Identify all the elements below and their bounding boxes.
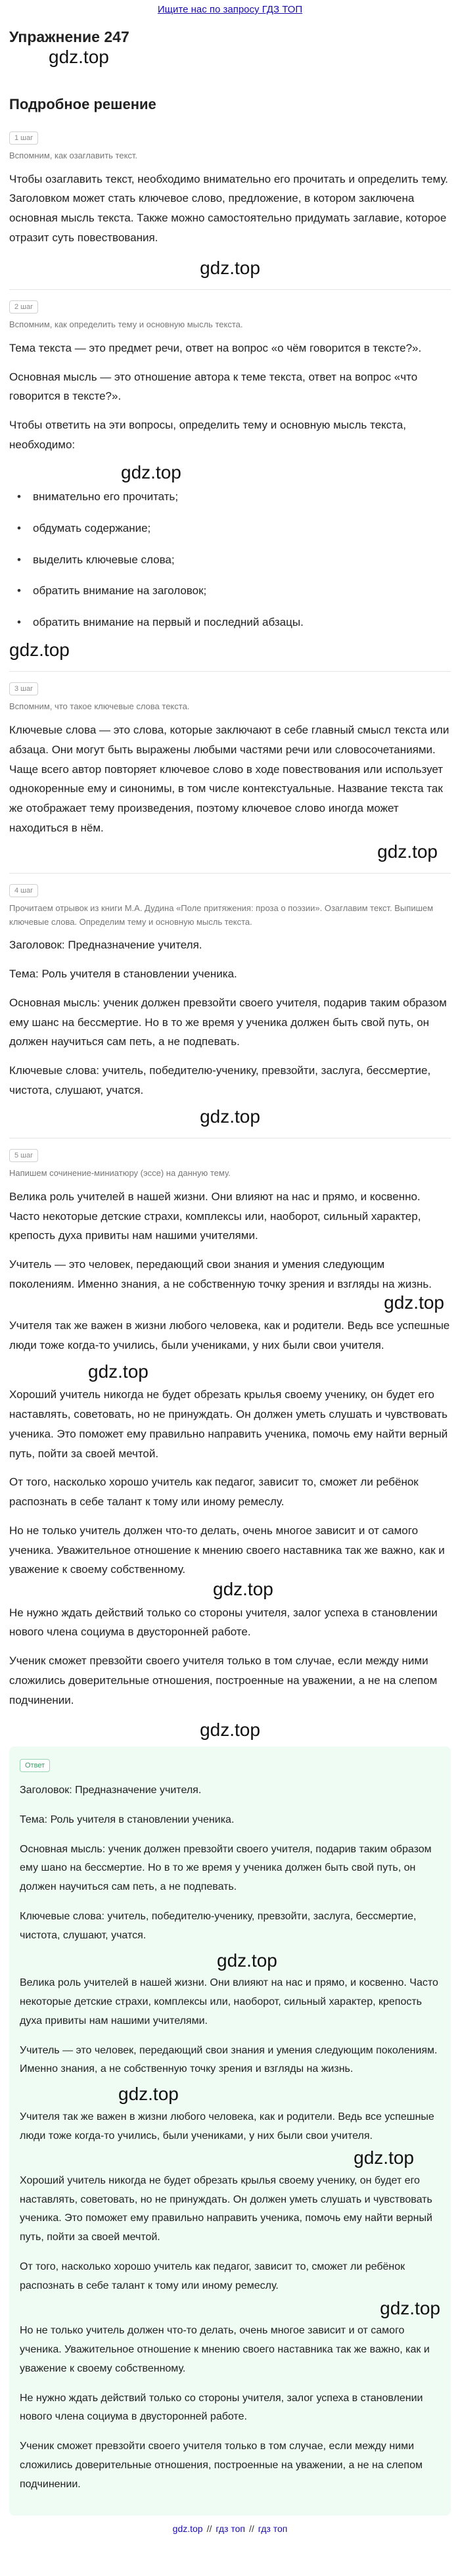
answer-paragraph: Учителя так же важен в жизни любого человека, как и родители. Ведь все успешные люди тоже когда-то учились, были учениками, у них были свои учителя.	[20, 2111, 434, 2142]
step-paragraph: Учитель — это человек, передающий свои знания и умения следующим поколениям. Именно знания, а не собственную точку зрения и взгляды на жизнь.	[9, 1258, 432, 1290]
watermark: gdz.top	[9, 639, 70, 660]
list-item: • внимательно его прочитать;	[13, 487, 451, 507]
step-caption: Прочитаем отрывок из книги М.А. Дудина «Поле притяжения: проза о поэзии». Озаглавим текст. Выпишем ключевые слова. Определим тему и основную мысль текста.	[9, 902, 434, 927]
list-item: • выделить ключевые слова;	[13, 550, 451, 570]
step-caption: Вспомним, как определить тему и основную мысль текста.	[9, 319, 243, 329]
step-paragraph: От того, насколько хорошо учитель как педагог, зависит то, сможет ли ребёнок распознать в себе талант к тому или иному ремеслу.	[9, 1476, 419, 1509]
list-item: • обдумать содержание;	[13, 519, 451, 538]
watermark: gdz.top	[213, 1579, 273, 1600]
exercise-title: Упражнение 247	[9, 28, 129, 45]
solution-title: Подробное решение	[9, 96, 156, 113]
step-paragraph: Ключевые слова — это слова, которые заключают в себе главный смысл текста или абзаца. Они могут быть выражены любыми частями речи или словосочетаниями. Чаще всего автор повторяет ключевое слово в ходе повествования или использует однокоренные ему и синонимы, в том числе контекстуальные. Название текста так же отображает тему произведения, поэтому ключевое слово иногда может находиться в нём.	[9, 724, 449, 834]
step-caption: Вспомним, что такое ключевые слова текста.	[9, 701, 190, 712]
step-paragraph: Не нужно ждать действий только со стороны учителя, залог успеха в становлении нового члена социума в двусторонней работе.	[9, 1606, 438, 1639]
step-2	[9, 295, 451, 661]
step-paragraph: Ученик сможет превзойти своего учителя только в том случае, если между ними сложились доверительные отношения, построенные на уважении, а не на слепом подчинении.	[9, 1654, 438, 1706]
step-badge: 1 шаг	[9, 131, 38, 145]
step-paragraph: Хороший учитель никогда не будет обрезать крылья своему ученику, он будет его наставлять, советовать, но не принуждать. Он должен уметь слушать и чувствовать ученика. Это поможет ему правильно направить ученика, помочь ему найти верный путь, пойти за своей мечтой.	[9, 1388, 448, 1460]
watermark: gdz.top	[118, 2084, 179, 2105]
watermark: gdz.top	[200, 1720, 260, 1741]
step-1	[9, 126, 451, 248]
step-4	[9, 879, 451, 1127]
footer-links: gdz.top // гдз топ // гдз топ	[172, 2523, 288, 2534]
answer-paragraph: Учитель — это человек, передающий свои знания и умения следующим поколениям. Именно знания, а не собственную точку зрения и взгляды на жизнь.	[20, 2044, 438, 2075]
watermark: gdz.top	[200, 257, 260, 278]
answer-paragraph: От того, насколько хорошо учитель как педагог, зависит то, сможет ли ребёнок распознать в себе талант к тому или иному ремеслу.	[20, 2261, 405, 2291]
step-caption: Напишем сочинение-миниатюру (эссе) на данную тему.	[9, 1168, 231, 1179]
answer-paragraph: Ключевые слова: учитель, победителю-ученику, превзойти, заслуга, бессмертие, чистота, слушают, учатся.	[20, 1910, 417, 1941]
step-paragraph: Основная мысль — это отношение автора к теме текста, ответ на вопрос «что говорится в тексте?».	[9, 370, 418, 403]
step-paragraph: Чтобы ответить на эти вопросы, определить тему и основную мысль текста, необходимо:	[9, 419, 406, 451]
footer-link[interactable]: гдз топ	[258, 2523, 288, 2534]
answer-paragraph: Тема: Роль учителя в становлении ученика.	[20, 1814, 235, 1825]
step-badge: 5 шаг	[9, 1149, 38, 1162]
answer-paragraph: Заголовок: Предназначение учителя.	[20, 1784, 202, 1796]
step-paragraph: Учителя так же важен в жизни любого человека, как и родители. Ведь все успешные люди тоже когда-то учились, были учениками, у них были свои учителя.	[9, 1319, 450, 1351]
answer-paragraph: Основная мысль: ученик должен превзойти своего учителя, подарив таким образом ему шано на бессмертие. Но в то же время у ученика должен быть свой путь, он должен научиться сам петь, а не подпевать.	[20, 1843, 432, 1893]
list-item: • обратить внимание на заголовок;	[13, 581, 451, 601]
answer-paragraph: Но не только учитель должен что-то делать, очень многое зависит и от самого ученика. Уважительное отношение к мнению своего наставника так же важно, как и уважение к своему собственному.	[20, 2325, 430, 2374]
watermark: gdz.top	[377, 841, 438, 862]
footer-link[interactable]: гдз топ	[216, 2523, 245, 2534]
watermark: gdz.top	[217, 1950, 277, 1971]
watermark: gdz.top	[384, 1292, 444, 1313]
answer-paragraph: Ученик сможет превзойти своего учителя только в том случае, если между ними сложились доверительные отношения, построенные на уважении, а не на слепом подчинении.	[20, 2441, 423, 2490]
watermark: gdz.top	[121, 461, 181, 482]
bullet-list	[13, 487, 451, 632]
step-5	[9, 1144, 451, 1741]
step-paragraph: Ключевые слова: учитель, победителю-ученику, превзойти, заслуга, бессмертие, чистота, слушают, учатся.	[9, 1064, 431, 1096]
answer-paragraph: Велика роль учителей в нашей жизни. Они влияют на нас и прямо, и косвенно. Часто некоторые детские страхи, комплексы или, наоборот, сильный характер, крепость духа привиты нам нашими учителями.	[20, 1977, 438, 2026]
step-paragraph: Основная мысль: ученик должен превзойти своего учителя, подарив таким образом ему шанс на бессмертие. Но в то же время у ученика должен быть свой путь, он должен научиться сам петь, а не подпевать.	[9, 996, 447, 1048]
step-paragraph: Заголовок: Предназначение учителя.	[9, 939, 202, 952]
watermark: gdz.top	[380, 2297, 440, 2318]
step-badge: 4 шаг	[9, 884, 38, 897]
answer-paragraph: Хороший учитель никогда не будет обрезать крылья своему ученику, он будет его наставлять, советовать, но не принуждать. Он должен уметь слушать и чувствовать ученика. Это поможет ему правильно направить ученика, помочь ему найти верный путь, пойти за своей мечтой.	[20, 2174, 432, 2243]
step-paragraph: Тема текста — это предмет речи, ответ на вопрос «о чём говорится в тексте?».	[9, 341, 422, 354]
list-item: • обратить внимание на первый и последний абзацы.	[13, 613, 451, 632]
step-badge: 2 шаг	[9, 300, 38, 314]
watermark: gdz.top	[200, 1106, 260, 1127]
step-paragraph: Велика роль учителей в нашей жизни. Они влияют на нас и прямо, и косвенно. Часто некоторые детские страхи, комплексы или, наоборот, сильный характер, крепость духа привиты нам нашими учителями.	[9, 1190, 421, 1242]
divider	[9, 873, 451, 874]
step-caption: Вспомним, как озаглавить текст.	[9, 150, 138, 160]
search-hint-link[interactable]: Ищите нас по запросу ГДЗ ТОП	[157, 4, 303, 15]
answer-box	[9, 1746, 451, 2516]
step-3	[9, 677, 451, 862]
watermark: gdz.top	[88, 1361, 149, 1382]
answer-badge: Ответ	[20, 1759, 50, 1772]
step-paragraph: Но не только учитель должен что-то делать, очень многое зависит и от самого ученика. Уважительное отношение к мнению своего наставника так же важно, как и уважение к своему собственному.	[9, 1524, 445, 1576]
step-paragraph: Чтобы озаглавить текст, необходимо внимательно его прочитать и определить тему. Заголовком может стать ключевое слово, предложение, в котором заключена основная мысль текста. Также можно самостоятельно придумать заглавие, которое отразит суть повествования.	[9, 172, 448, 244]
answer-paragraph: Не нужно ждать действий только со стороны учителя, залог успеха в становлении нового члена социума в двусторонней работе.	[20, 2392, 423, 2423]
footer-link[interactable]: gdz.top	[172, 2523, 203, 2534]
step-badge: 3 шаг	[9, 682, 38, 695]
step-paragraph: Тема: Роль учителя в становлении ученика.	[9, 968, 237, 981]
watermark: gdz.top	[49, 46, 109, 67]
divider	[9, 289, 451, 290]
watermark: gdz.top	[354, 2147, 414, 2168]
divider	[9, 671, 451, 672]
